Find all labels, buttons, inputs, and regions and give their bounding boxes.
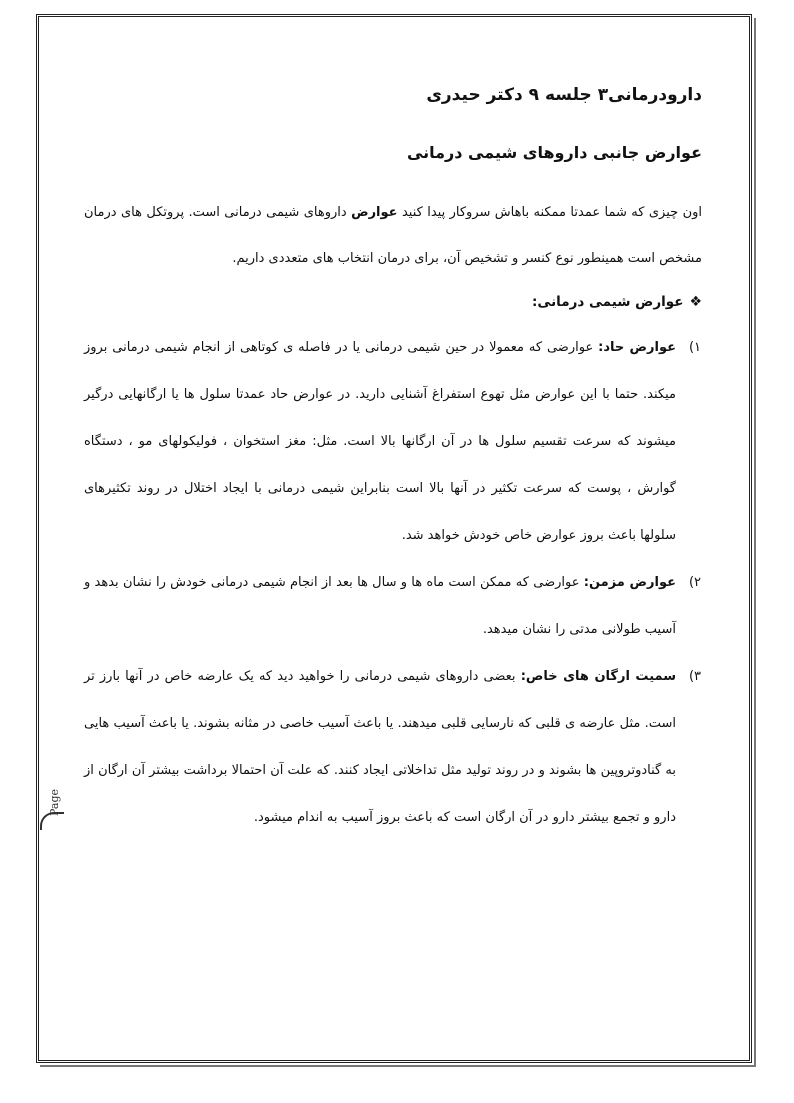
document-body [84,78,710,841]
intro-paragraph [84,190,702,282]
document-subtitle: عوارض جانبی داروهای شیمی درمانی [406,143,702,162]
intro-keyword: عوارض [351,205,398,220]
list-item-label: سمیت ارگان های خاص: [520,669,677,684]
intro-text-end: داروهای شیمی درمانی است. پروتکل های درمان مشخص است همینطور نوع کنسر و تشخیص آن، برای درمان انتخاب های متعددی داریم. [84,205,702,266]
section-heading [84,286,702,318]
list-item-text: بعضی داروهای شیمی درمانی را خواهید دید که یک عارضه خاص در آنها بارز تر است. مثل عارضه ی قلبی که نارسایی قلبی میدهند. یا باعث آسیب خاصی در مثانه بشوند. یا باعث آسیب هایی به گنادوتروپین ها بشوند و در روند تولید مثل تداخلاتی ایجاد کنند. که علت آن احتمالا برداشت بیشتر آن ارگان از دارو و تجمع بیشتر دارو در آن ارگان است که باعث بروز آسیب به اندام میشود. [84,669,676,825]
list-item-label: عوارض حاد: [598,340,676,355]
side-effects-list [84,324,710,841]
list-item-text: عوارضی که معمولا در حین شیمی درمانی یا در فاصله ی کوتاهی از انجام شیمی درمانی بروز میکند. حتما با این عوارض مثل تهوع استفراغ آشنایی دارید. در عوارض حاد عمدتا سلول ها یا ارگانهایی درگیر میشوند که سرعت تقسیم سلول ها در آن ارگانها بالا است. مثل: مغز استخوان ، فولیکولهای مو ، دستگاه گوارش ، پوست که سرعت تکثیر در آنها بالا است بنابراین شیمی درمانی با ایجاد اختلال در روند تکثیرهای سلولها باعث بروز عوارض خاص خودش خواهد شد. [84,340,676,543]
list-item-number: ۳) [688,669,702,684]
page-curl-icon [40,812,64,830]
list-item-acute [84,324,710,559]
list-item-label: عوارض مزمن: [583,575,676,590]
intro-text-start: اون چیزی که شما عمدتا ممکنه باهاش سروکار پیدا کنید [401,205,703,220]
diamond-bullet-icon: ❖ [689,294,702,310]
list-item-chronic [84,559,710,653]
list-item-text: عوارضی که ممکن است ماه ها و سال ها بعد از انجام شیمی درمانی خودش را نشان بدهد و آسیب طولانی مدتی را نشان میدهد. [84,575,676,637]
section-heading-text: عوارض شیمی درمانی: [532,294,684,310]
document-title: دارودرمانی۳ جلسه ۹ دکتر حیدری [426,85,702,105]
list-item-organ-toxicity [84,653,710,841]
page-margin-label: Page [48,788,61,816]
list-item-number: ۲) [688,575,702,590]
list-item-number: ۱) [688,340,702,355]
